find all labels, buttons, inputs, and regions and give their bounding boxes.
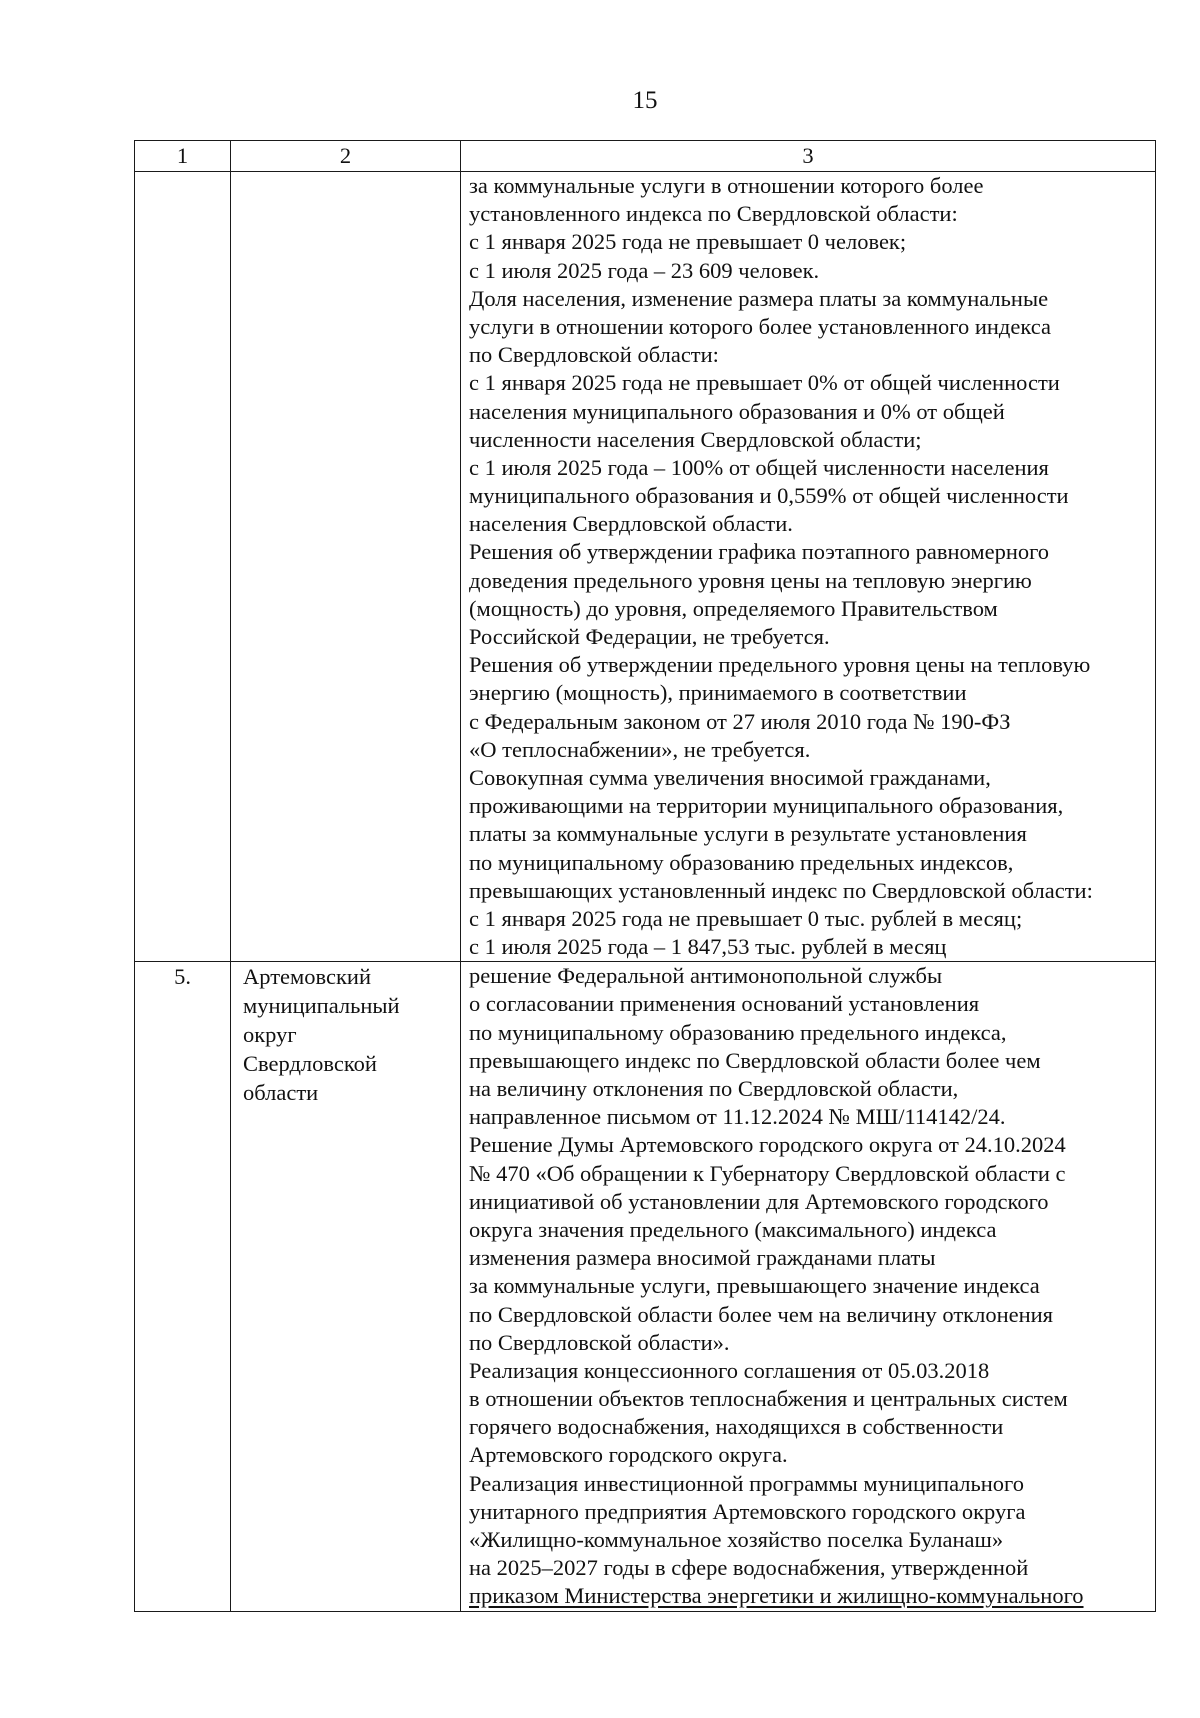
content-line: по Свердловской области более чем на величину отклонения	[469, 1301, 1054, 1327]
content-line: превышающего индекс по Свердловской области более чем	[469, 1047, 1041, 1073]
content-line: изменения размера вносимой гражданами платы	[469, 1245, 936, 1271]
row-continued-number	[135, 172, 231, 962]
content-line: установленного индекса по Свердловской области:	[469, 201, 958, 227]
content-line: с Федеральным законом от 27 июля 2010 года № 190-ФЗ	[469, 708, 1011, 734]
content-line: проживающими на территории муниципального образования,	[469, 793, 1064, 819]
region-line: муниципальный	[243, 993, 400, 1019]
content-line: энергию (мощность), принимаемого в соответствии	[469, 680, 967, 706]
content-line: на 2025–2027 годы в сфере водоснабжения, утвержденной	[469, 1555, 1029, 1581]
document-table	[134, 140, 1156, 1612]
header-col-1: 1	[135, 141, 231, 172]
header-col-2: 2	[231, 141, 461, 172]
content-line: инициативой об установлении для Артемовского городского	[469, 1188, 1049, 1214]
content-line: округа значения предельного (максимального) индекса	[469, 1216, 997, 1242]
region-line: области	[243, 1080, 319, 1106]
content-line: населения муниципального образования и 0% от общей	[469, 398, 1005, 424]
content-line: направленное письмом от 11.12.2024 № МШ/114142/24.	[469, 1104, 1006, 1130]
content-line: Совокупная сумма увеличения вносимой гражданами,	[469, 764, 991, 790]
content-line: Доля населения, изменение размера платы за коммунальные	[469, 285, 1049, 311]
content-line: за коммунальные услуги, превышающего значение индекса	[469, 1273, 1040, 1299]
content-line: Решение Думы Артемовского городского округа от 24.10.2024	[469, 1132, 1066, 1158]
content-line: населения Свердловской области.	[469, 511, 793, 537]
header-col-3: 3	[461, 141, 1156, 172]
content-line: по муниципальному образованию предельных индексов,	[469, 849, 1014, 875]
content-line: платы за коммунальные услуги в результате установления	[469, 821, 1027, 847]
content-line: с 1 января 2025 года не превышает 0 человек;	[469, 229, 907, 255]
content-line: муниципального образования и 0,559% от общей численности	[469, 483, 1069, 509]
content-line: численности населения Свердловской области;	[469, 426, 922, 452]
content-line: по Свердловской области:	[469, 342, 719, 368]
content-line: приказом Министерства энергетики и жилищно-коммунального	[469, 1583, 1084, 1609]
content-line: Реализация концессионного соглашения от 05.03.2018	[469, 1357, 990, 1383]
content-line: «О теплоснабжении», не требуется.	[469, 736, 811, 762]
content-line: с 1 января 2025 года не превышает 0 тыс. рублей в месяц;	[469, 905, 1023, 931]
content-line: с 1 июля 2025 года – 23 609 человек.	[469, 257, 820, 283]
row-5-number: 5.	[135, 962, 231, 1611]
content-line: услуги в отношении которого более установленного индекса	[469, 313, 1051, 339]
content-line: № 470 «Об обращении к Губернатору Свердловской области с	[469, 1160, 1066, 1186]
row-continued-region	[231, 172, 461, 962]
row-5-region	[231, 962, 461, 1611]
region-line: Свердловской	[243, 1051, 377, 1077]
content-line: по муниципальному образованию предельного индекса,	[469, 1019, 1007, 1045]
content-line: с 1 июля 2025 года – 100% от общей численности населения	[469, 454, 1049, 480]
content-line: в отношении объектов теплоснабжения и центральных систем	[469, 1386, 1068, 1412]
page-number: 15	[632, 87, 658, 114]
region-line: округ	[243, 1022, 297, 1048]
content-line: (мощность) до уровня, определяемого Правительством	[469, 595, 998, 621]
content-line: Реализация инвестиционной программы муниципального	[469, 1470, 1024, 1496]
content-line: Решения об утверждении графика поэтапного равномерного	[469, 539, 1050, 565]
content-line: унитарного предприятия Артемовского городского округа	[469, 1498, 1026, 1524]
table-row-continued	[135, 172, 1156, 962]
content-line: Артемовского городского округа.	[469, 1442, 788, 1468]
content-line: Российской Федерации, не требуется.	[469, 624, 830, 649]
row-5-content	[461, 962, 1156, 1611]
content-line: Решения об утверждении предельного уровня цены на тепловую	[469, 652, 1091, 678]
content-line: по Свердловской области».	[469, 1329, 730, 1355]
content-line: за коммунальные услуги в отношении которого более	[469, 173, 984, 198]
content-line: решение Федеральной антимонопольной службы	[469, 963, 943, 989]
content-line: с 1 июля 2025 года – 1 847,53 тыс. рублей в месяц	[469, 934, 947, 960]
content-line: превышающих установленный индекс по Свердловской области:	[469, 877, 1093, 903]
content-line: горячего водоснабжения, находящихся в собственности	[469, 1414, 1004, 1440]
content-line: о согласовании применения оснований установления	[469, 991, 980, 1017]
content-line: с 1 января 2025 года не превышает 0% от общей численности	[469, 370, 1060, 396]
content-line: на величину отклонения по Свердловской области,	[469, 1076, 959, 1101]
row-continued-content	[461, 172, 1156, 962]
table-header-row	[135, 141, 1156, 172]
region-line: Артемовский	[243, 964, 372, 990]
content-line: «Жилищно-коммунальное хозяйство поселка Буланаш»	[469, 1527, 1004, 1552]
table-row-5	[135, 962, 1156, 1611]
content-line: доведения предельного уровня цены на тепловую энергию	[469, 567, 1032, 593]
